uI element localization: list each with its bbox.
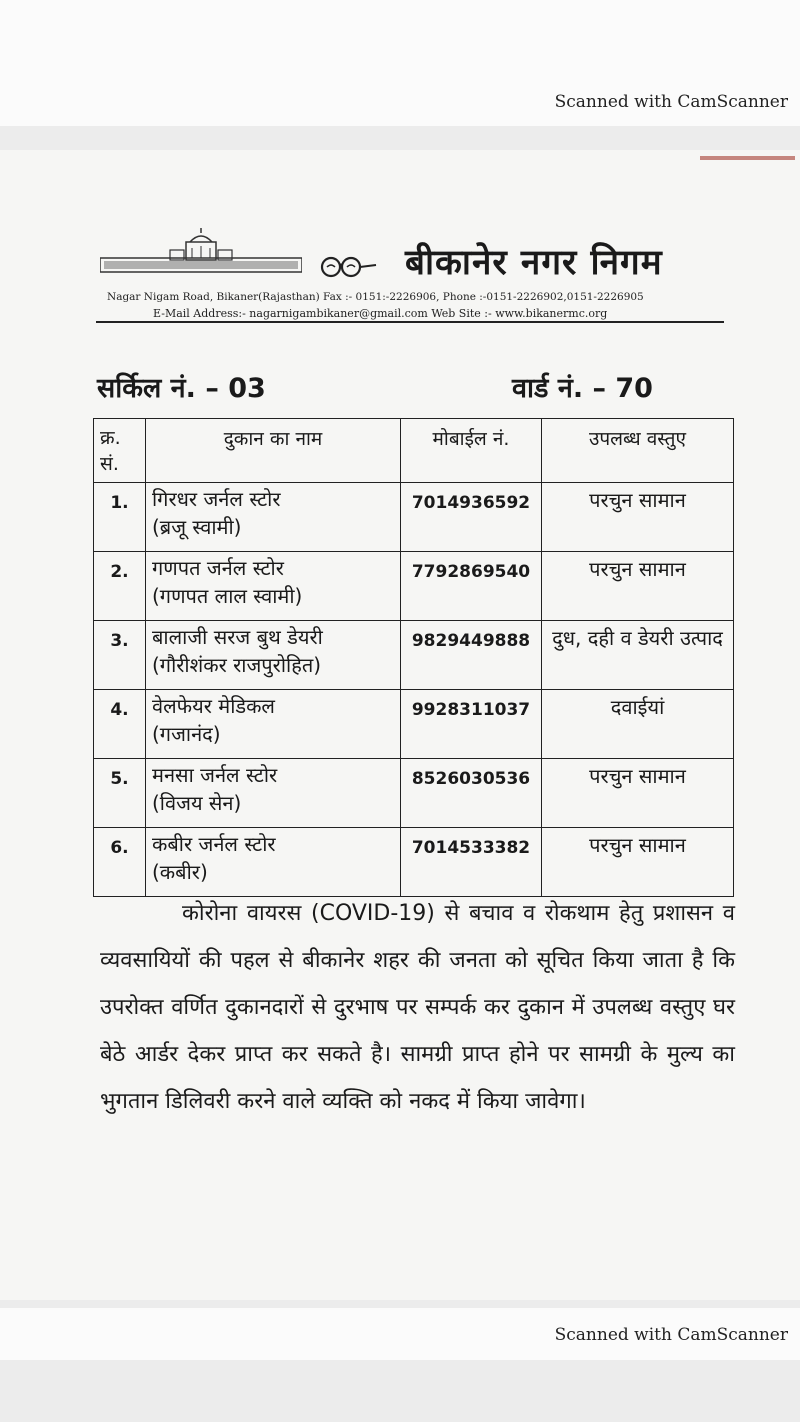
goggles-logo-icon	[318, 254, 378, 278]
header-serial-number: क्र. सं.	[94, 419, 146, 483]
letterhead-contact: E-Mail Address:- nagarnigambikaner@gmail.com Web Site :- www.bikanermc.org	[153, 307, 608, 320]
row-shop	[146, 552, 401, 621]
row-items: दवाईयां	[542, 690, 734, 759]
row-shop	[146, 483, 401, 552]
row-shop	[146, 621, 401, 690]
row-mobile: 8526030536	[401, 759, 542, 828]
table-header-row	[94, 419, 734, 483]
scanner-header	[0, 0, 800, 126]
owner-name: (गजानंद)	[152, 722, 221, 746]
header-shop-name: दुकान का नाम	[146, 419, 401, 483]
ward-number: वार्ड नं. – 70	[512, 373, 653, 404]
row-shop	[146, 759, 401, 828]
notice-page	[0, 150, 800, 1300]
header-items: उपलब्ध वस्तुए	[542, 419, 734, 483]
row-mobile: 9928311037	[401, 690, 542, 759]
owner-name: (गौरीशंकर राजपुरोहित)	[152, 653, 322, 677]
shop-name: गणपत जर्नल स्टोर	[152, 556, 284, 580]
shop-list-table	[93, 418, 734, 897]
table-row	[94, 483, 734, 552]
letterhead-address: Nagar Nigam Road, Bikaner(Rajasthan) Fax :- 0151:-2226906, Phone :-0151-2226902,0151-2226905	[107, 291, 644, 303]
row-shop	[146, 690, 401, 759]
table-row	[94, 621, 734, 690]
owner-name: (गणपत लाल स्वामी)	[152, 584, 303, 608]
row-serial: 5.	[94, 759, 146, 828]
row-items: परचुन सामान	[542, 552, 734, 621]
row-items: दुध, दही व डेयरी उत्पाद	[542, 621, 734, 690]
row-serial: 3.	[94, 621, 146, 690]
scanner-footer	[0, 1308, 800, 1360]
row-items: परचुन सामान	[542, 759, 734, 828]
row-serial: 4.	[94, 690, 146, 759]
header-mobile: मोबाईल नं.	[401, 419, 542, 483]
covid-notice-paragraph: कोरोना वायरस (COVID-19) से बचाव व रोकथाम हेतु प्रशासन व व्यवसायियों की पहल से बीकानेर शहर की जनता को सूचित किया जाता है कि उपरोक्त वर्णित दुकानदारों से दुरभाष पर सम्पर्क कर दुकान में उपलब्ध वस्तुए घर बेठे आर्डर देकर प्राप्त कर सकते है। सामग्री प्राप्त होने पर सामग्री के मुल्य का भुगतान डिलिवरी करने वाले व्यक्ति को नकद में किया जावेगा।	[100, 901, 735, 1114]
table-row	[94, 828, 734, 897]
shop-name: मनसा जर्नल स्टोर	[152, 763, 278, 787]
row-serial: 2.	[94, 552, 146, 621]
scanner-watermark-top: Scanned with CamScanner	[554, 92, 788, 112]
scanner-watermark-bottom: Scanned with CamScanner	[554, 1325, 788, 1345]
row-items: परचुन सामान	[542, 828, 734, 897]
owner-name: (ब्रजू स्वामी)	[152, 515, 242, 539]
shop-name: बालाजी सरज बुथ डेयरी	[152, 625, 323, 649]
row-mobile: 7014533382	[401, 828, 542, 897]
shop-name: कबीर जर्नल स्टोर	[152, 832, 276, 856]
row-serial: 1.	[94, 483, 146, 552]
row-shop	[146, 828, 401, 897]
organization-name: बीकानेर नगर निगम	[405, 243, 663, 283]
row-serial: 6.	[94, 828, 146, 897]
owner-name: (विजय सेन)	[152, 791, 242, 815]
table-row	[94, 759, 734, 828]
row-mobile: 9829449888	[401, 621, 542, 690]
table-row	[94, 690, 734, 759]
owner-name: (कबीर)	[152, 860, 208, 884]
table-row	[94, 552, 734, 621]
circle-number: सर्किल नं. – 03	[97, 373, 266, 404]
shop-name: वेलफेयर मेडिकल	[152, 694, 275, 718]
row-mobile: 7792869540	[401, 552, 542, 621]
row-items: परचुन सामान	[542, 483, 734, 552]
letterhead-divider	[96, 321, 724, 323]
shop-name: गिरधर जर्नल स्टोर	[152, 487, 281, 511]
municipal-building-emblem-icon	[100, 228, 302, 278]
row-mobile: 7014936592	[401, 483, 542, 552]
